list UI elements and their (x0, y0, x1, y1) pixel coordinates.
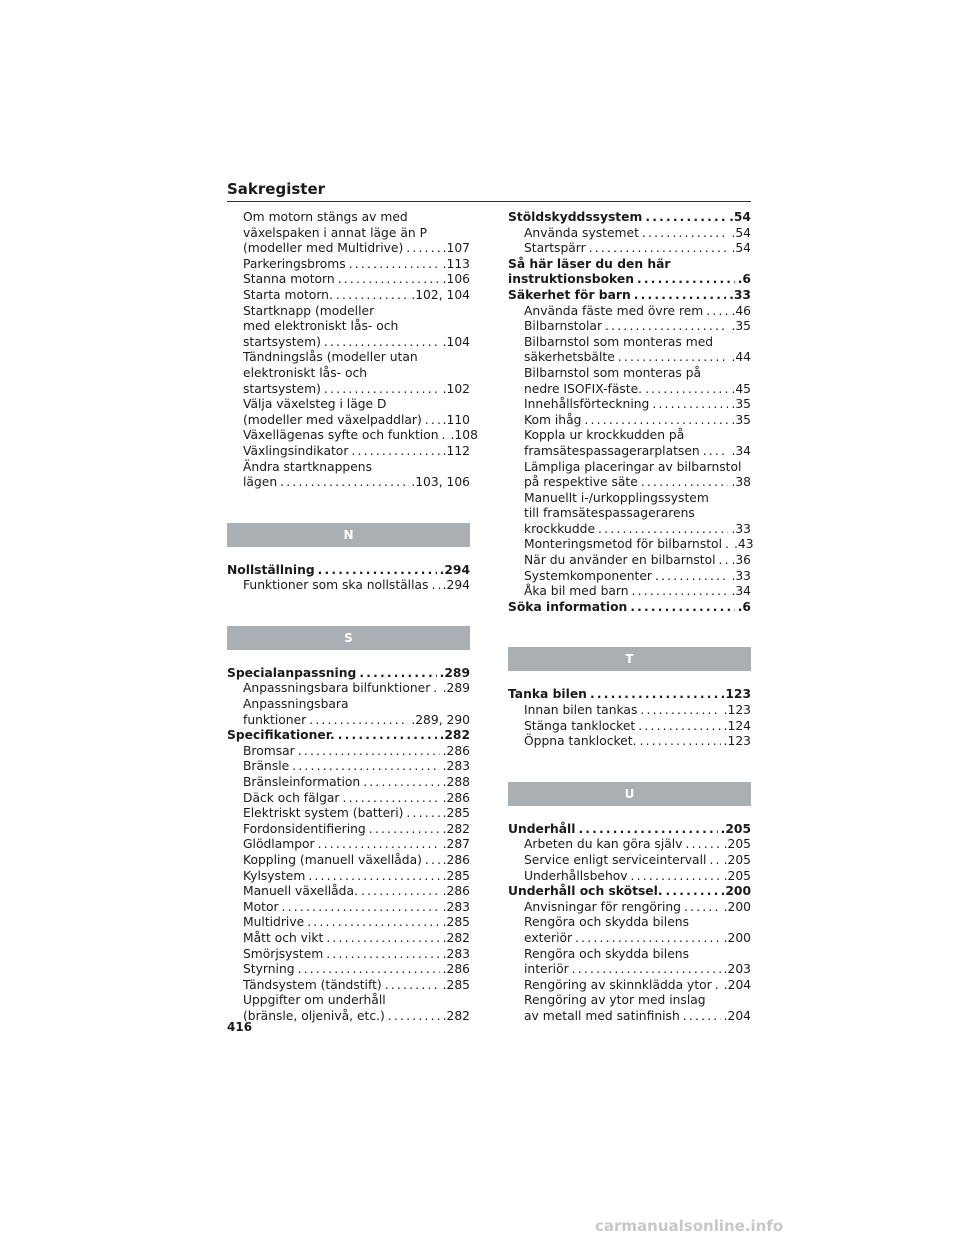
index-entry-line: Ändra startknappens (243, 459, 372, 474)
index-entry-sub: exteriör ..... .200 (508, 931, 751, 947)
index-entry-main: Söka information ..... .6 (508, 600, 751, 616)
index-entry-line: Bilbarnstol som monteras med (524, 334, 714, 349)
index-entry-sub: Startspärr ..... .54 (508, 241, 751, 257)
index-entry-line: Tändningslås (modeller utan (243, 350, 418, 365)
index-entry-sub: Underhållsbehov ..... .205 (508, 869, 751, 885)
index-column-right (508, 210, 754, 1025)
index-entry-line: Lämpliga placeringar av bilbarnstol (524, 459, 742, 474)
letter-divider-u: U (508, 782, 751, 806)
index-entry-sub: Kylsystem ..... .285 (227, 869, 470, 885)
index-entry-sub: Bränsleinformation ..... .288 (227, 775, 470, 791)
index-entry-sub: Motor ..... .283 (227, 900, 470, 916)
index-entry-sub: Bromsar ..... .286 (227, 744, 470, 760)
index-entry-sub: Åka bil med barn ..... .34 (508, 584, 751, 600)
letter-divider-t: T (508, 647, 751, 671)
index-entry-sub: Fordonsidentifiering ..... .282 (227, 822, 470, 838)
index-entry-sub: Rengöring av skinnklädda ytor ..... .204 (508, 978, 751, 994)
index-entry-sub: (modeller med Multidrive) ..... .107 (227, 241, 470, 257)
section-title: Sakregister (227, 180, 326, 198)
index-entry-sub: Monteringsmetod för bilbarnstol ..... .43 (508, 537, 751, 553)
index-entry-sub: Tändsystem (tändstift) ..... .285 (227, 978, 470, 994)
index-entry-line: Startknapp (modeller (243, 303, 375, 318)
index-entry-main: Specifikationer. ..... .282 (227, 728, 470, 744)
index-entry-sub: Systemkomponenter ..... .33 (508, 569, 751, 585)
index-column-left (227, 210, 478, 1025)
index-group (508, 537, 754, 599)
index-entry-sub: av metall med satinfinish ..... .204 (508, 1009, 751, 1025)
index-entry-sub: (modeller med växelpaddlar) ..... .110 (227, 413, 470, 429)
index-entry-sub: startsystem) ..... .102 (227, 382, 470, 398)
index-entry-sub: framsätespassagerarplatsen ..... .34 (508, 444, 751, 460)
index-group (508, 226, 751, 257)
letter-divider-s: S (227, 626, 470, 650)
index-entry-sub: Bilbarnstolar ..... .35 (508, 319, 751, 335)
index-entry-sub: lägen ..... .103, 106 (227, 475, 470, 491)
index-entry-line: Välja växelsteg i läge D (243, 397, 387, 412)
index-entry-sub: krockkudde ..... .33 (508, 522, 751, 538)
index-entry-main: instruktionsboken ..... .6 (508, 272, 751, 288)
watermark-text: carmanualsonline.info (595, 1217, 784, 1235)
index-entry-sub: Använda systemet ..... .54 (508, 226, 751, 242)
index-group (508, 703, 751, 750)
index-entry-sub: Bränsle ..... .283 (227, 759, 470, 775)
index-entry-main: Säkerhet för barn ..... .33 (508, 288, 751, 304)
index-entry-sub: Arbeten du kan göra själv ..... .205 (508, 837, 751, 853)
index-entry-line: växelspaken i annat läge än P (243, 225, 427, 240)
index-group (508, 397, 751, 428)
index-group-specifikationer (227, 744, 470, 994)
index-entry-sub: startsystem) ..... .104 (227, 335, 470, 351)
index-entry-line: till framsätespassagerarens (524, 506, 695, 521)
index-entry-sub: på respektive säte ..... .38 (508, 475, 751, 491)
index-entry-main: Nollställning ..... .294 (227, 563, 470, 579)
index-entry-sub: Innan bilen tankas ..... .123 (508, 703, 751, 719)
index-entry-sub: Stänga tanklocket ..... .124 (508, 719, 751, 735)
index-entry-sub: Mått och vikt ..... .282 (227, 931, 470, 947)
index-entry-sub: När du använder en bilbarnstol ..... .36 (508, 553, 751, 569)
letter-divider-n: N (227, 523, 470, 547)
index-entry-sub: Smörjsystem ..... .283 (227, 947, 470, 963)
index-entry-line: elektroniskt lås- och (243, 365, 368, 380)
index-entry-line: Om motorn stängs av med (243, 210, 408, 224)
index-entry-sub: Stanna motorn ..... .106 (227, 272, 470, 288)
index-entry-sub: Kom ihåg ..... .35 (508, 413, 751, 429)
index-entry-sub: Växellägenas syfte och funktion ..... .108 (227, 428, 470, 444)
index-entry-line: med elektroniskt lås- och (243, 319, 399, 334)
index-group-motor (227, 210, 478, 491)
index-entry-sub: Däck och fälgar ..... .286 (227, 791, 470, 807)
index-entry-sub: (bränsle, oljenivå, etc.) ..... .282 (227, 1009, 470, 1025)
index-entry-line: Manuellt i-/urkopplingssystem (524, 490, 709, 505)
index-entry-sub: Funktioner som ska nollställas ..... .294 (227, 578, 470, 594)
index-entry-sub: Styrning ..... .286 (227, 962, 470, 978)
index-entry-line: Så här läser du den här (508, 256, 671, 271)
index-entry-sub: Innehållsförteckning ..... .35 (508, 397, 751, 413)
index-entry-sub: nedre ISOFIX-fäste. ..... .45 (508, 382, 751, 398)
index-entry-line: Koppla ur krockkudden på (524, 428, 685, 443)
index-entry-line: Bilbarnstol som monteras på (524, 365, 702, 380)
index-entry-sub: funktioner ..... .289, 290 (227, 713, 470, 729)
index-entry-line: Anpassningsbara (243, 697, 349, 712)
index-entry-sub: Parkeringsbroms ..... .113 (227, 257, 470, 273)
index-entry-line: Rengöra och skydda bilens (524, 946, 689, 961)
index-entry-sub: Glödlampor ..... .287 (227, 837, 470, 853)
index-entry-sub: Anvisningar för rengöring ..... .200 (508, 900, 751, 916)
index-entry-sub: Använda fäste med övre rem ..... .46 (508, 304, 751, 320)
page-header (227, 179, 751, 202)
index-group (508, 304, 751, 335)
index-entry-main: Underhåll och skötsel. ..... .200 (508, 884, 751, 900)
index-entry-sub: Elektriskt system (batteri) ..... .285 (227, 806, 470, 822)
index-entry-sub: Anpassningsbara bilfunktioner ..... .289 (227, 681, 470, 697)
index-entry-sub: Service enligt serviceintervall ..... .205 (508, 853, 751, 869)
index-entry-main: Specialanpassning ..... .289 (227, 666, 470, 682)
index-entry-sub: Öppna tanklocket. ..... .123 (508, 734, 751, 750)
index-entry-sub: Starta motorn. ..... .102, 104 (227, 288, 470, 304)
page-number: 416 (227, 1020, 253, 1034)
index-entry-sub: Växlingsindikator ..... .112 (227, 444, 470, 460)
index-entry-main: Tanka bilen ..... .123 (508, 687, 751, 703)
index-entry-line: Rengöring av ytor med inslag (524, 993, 706, 1008)
index-entry-sub: Koppling (manuell växellåda) ..... .286 (227, 853, 470, 869)
index-entry-line: Rengöra och skydda bilens (524, 915, 689, 930)
index-entry-line: Uppgifter om underhåll (243, 993, 386, 1008)
index-entry-main: Stöldskyddssystem ..... .54 (508, 210, 751, 226)
index-entry-main: Underhåll ..... .205 (508, 822, 751, 838)
index-entry-sub: Multidrive ..... .285 (227, 915, 470, 931)
index-entry-sub: interiör ..... .203 (508, 962, 751, 978)
index-entry-sub: säkerhetsbälte ..... .44 (508, 350, 751, 366)
index-entry-sub: Manuell växellåda. ..... .286 (227, 884, 470, 900)
index-group (508, 837, 751, 884)
